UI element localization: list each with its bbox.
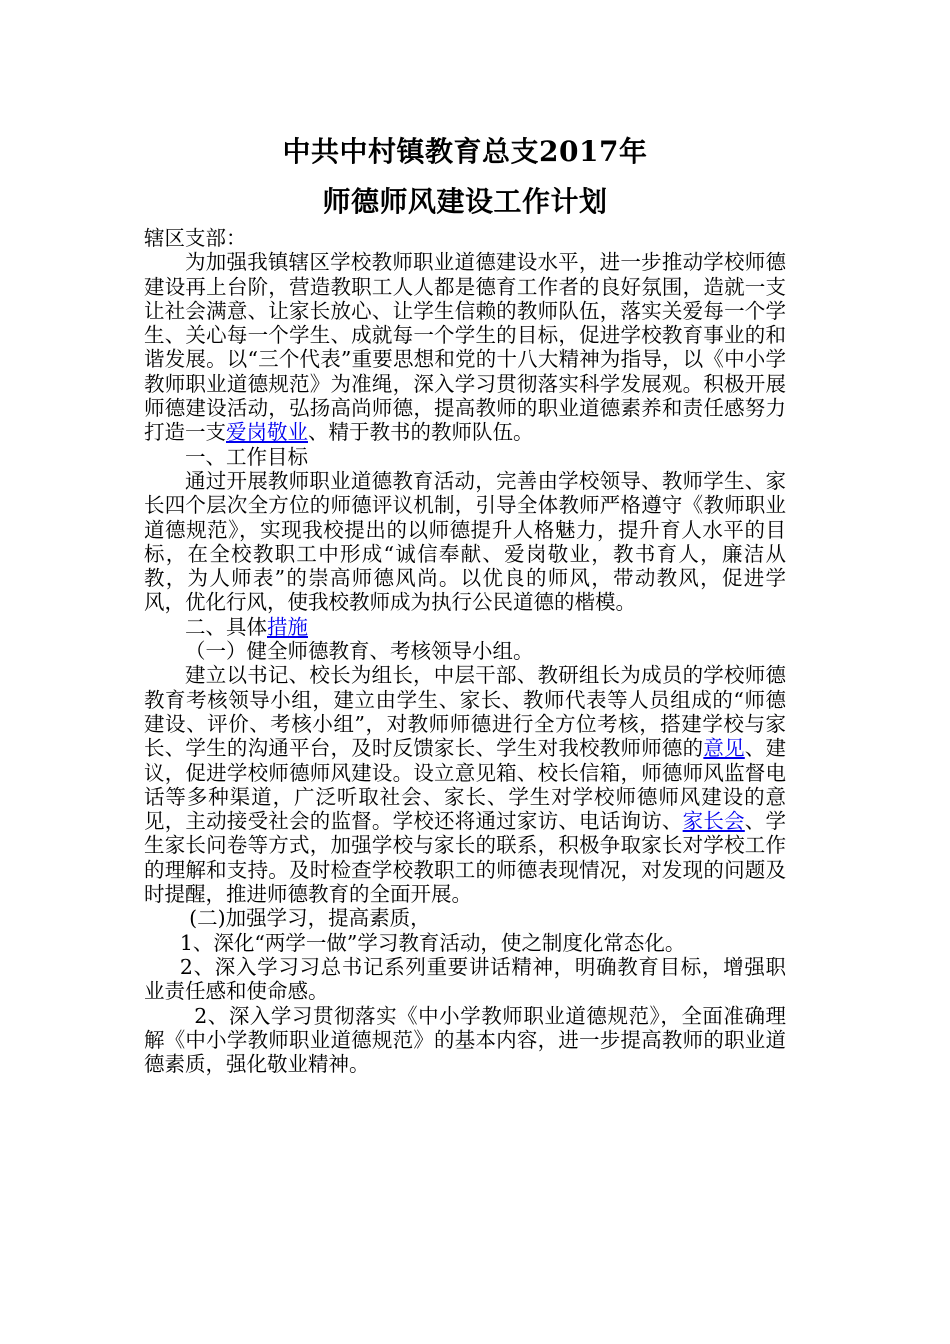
subsection1-paragraph: [144, 663, 786, 906]
section2-heading: [144, 615, 786, 639]
list-item-3: 2、深入学习贯彻落实《中小学教师职业道德规范》，全面准确理解《中小学教师职业道德规范》的基本内容，进一步提高教师的职业道德素质，强化敬业精神。: [144, 1003, 786, 1077]
document-title-line2: 师德师风建设工作计划: [322, 185, 608, 218]
link-yijian[interactable]: 意见: [703, 736, 745, 761]
section2-heading-text: 二、具体: [185, 614, 267, 639]
subsection1-text-3: 、学生家长问卷等方式，加强学校与家长的联系，积极争取家长对学校工作的理解和支持。及时检查学校教职工的师德表现情况，对发现的问题及时提醒，推进师德教育的全面开展。: [144, 809, 787, 907]
subsection1-text-1: 建立以书记、校长为组长，中层干部、教研组长为成员的学校师德教育考核领导小组，建立由学生、家长、教师代表等人员组成的“师德建设、评价、考核小组”，对教师师德进行全方位考核，搭建学校与家长、学生的沟通平台，及时反馈家长、学生对我校教师师德的: [144, 663, 786, 761]
subsection1-text-2: 、建议，促进学校师德师风建设。设立意见箱、校长信箱，师德师风监督电话等多种渠道，广泛听取社会、家长、学生对学校师德师风建设的意见，主动接受社会的监督。学校还将通过家访、电话询访、: [144, 736, 787, 834]
intro-text-2: 、精于教书的教师队伍。: [308, 420, 534, 445]
list-item-1: 1、深化“两学一做”学习教育活动，使之制度化常态化。: [179, 930, 686, 955]
document-page: [144, 128, 786, 1076]
list-item-2: 2、深入学习习总书记系列重要讲话精神，明确教育目标，增强职业责任感和使命感。: [144, 954, 786, 1004]
link-aigang-jingye[interactable]: 爱岗敬业: [226, 420, 308, 445]
section1-heading: 一、工作目标: [185, 444, 308, 469]
intro-paragraph: [144, 250, 786, 444]
link-cuoshi[interactable]: 措施: [267, 614, 308, 639]
intro-text-1: 为加强我镇辖区学校教师职业道德建设水平，进一步推动学校师德建设再上台阶，营造教职工人人都是德育工作者的良好氛围，造就一支让社会满意、让家长放心、让学生信赖的教师队伍，落实关爱每一个学生、关心每一个学生、成就每一个学生的目标，促进学校教育事业的和谐发展。以“三个代表”重要思想和党的十八大精神为指导，以《中小学教师职业道德规范》为准绳，深入学习贯彻落实科学发展观。积极开展师德建设活动，弘扬高尚师德，提高教师的职业道德素养和责任感努力打造一支: [144, 250, 786, 445]
document-title-line1: 中共中村镇教育总支2017年: [282, 135, 648, 168]
link-jiazhanghui[interactable]: 家长会: [682, 809, 745, 834]
subsection2-heading: (二)加强学习，提高素质，: [189, 906, 431, 931]
salutation: 辖区支部：: [144, 226, 247, 250]
section1-paragraph: 通过开展教师职业道德教育活动，完善由学校领导、教师学生、家长四个层次全方位的师德评议机制，引导全体教师严格遵守《教师职业道德规范》，实现我校提出的以师德提升人格魅力，提升育人水平的目标，在全校教职工中形成“诚信奉献、爱岗敬业，教书育人，廉洁从教，为人师表”的崇高师德风尚。以优良的师风，带动教风，促进学风，优化行风，使我校教师成为执行公民道德的楷模。: [144, 468, 786, 615]
subsection1-heading: （一）健全师德教育、考核领导小组。: [185, 639, 534, 664]
